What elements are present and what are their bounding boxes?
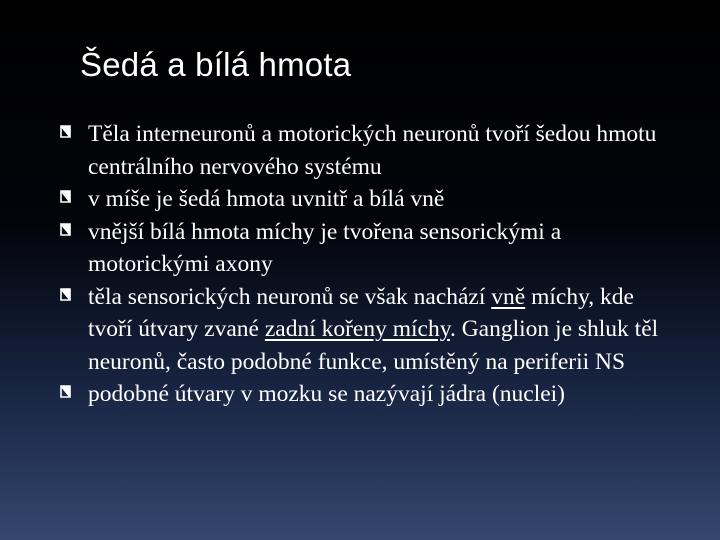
- square-bullet-icon: [60, 223, 71, 236]
- bullet-text: podobné útvary v mozku se nazývají jádra (nuclei): [88, 381, 566, 407]
- square-bullet-icon: [60, 385, 71, 398]
- bullet-item: [60, 118, 660, 183]
- bullet-item: [60, 216, 660, 281]
- bullet-item: [60, 281, 660, 379]
- slide-title: Šedá a bílá hmota: [80, 46, 352, 83]
- bullet-text: v míše je šedá hmota uvnitř a bílá vně: [88, 186, 445, 212]
- bullet-text: . Ganglion je shluk těl neuronů, často podobné funkce, umístěný na periferii NS: [88, 316, 659, 375]
- bullet-text: Těla interneuronů a motorických neuronů tvoří šedou hmotu centrálního nervového systému: [88, 121, 657, 180]
- bullet-item: [60, 378, 660, 411]
- square-bullet-icon: [60, 190, 71, 203]
- bullet-item: [60, 183, 660, 216]
- bullet-text: míchy, kde tvoří útvary zvané: [88, 283, 634, 342]
- bullet-list: [60, 118, 660, 411]
- square-bullet-icon: [60, 288, 71, 301]
- underlined-term: zadní kořeny míchy: [264, 316, 450, 342]
- bullet-text: vnější bílá hmota míchy je tvořena sensorickými a motorickými axony: [88, 218, 562, 277]
- bullet-text: těla sensorických neuronů se však nachází: [88, 283, 492, 310]
- underlined-term: vně: [491, 283, 526, 310]
- square-bullet-icon: [60, 125, 71, 138]
